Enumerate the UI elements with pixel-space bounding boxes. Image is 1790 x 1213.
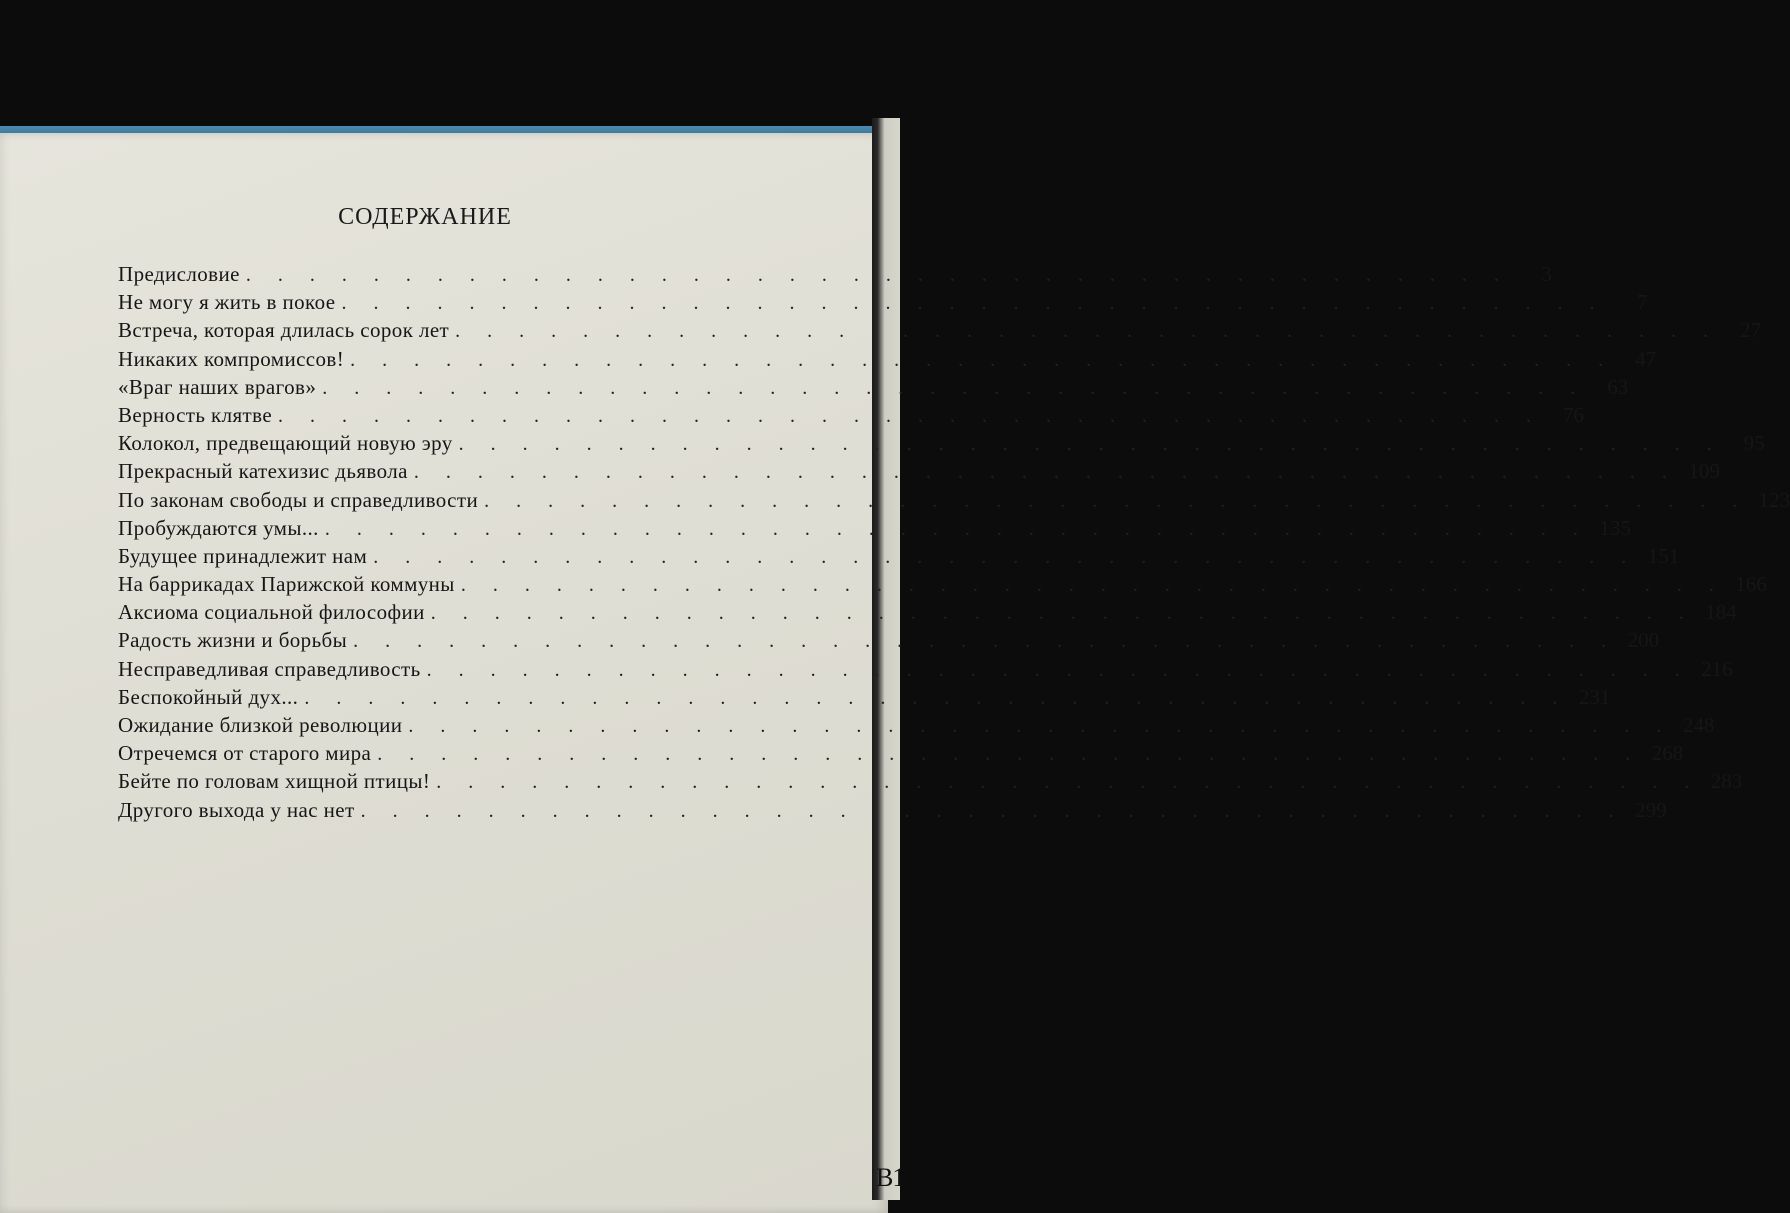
toc-entry-page: 216 (1701, 656, 1733, 681)
toc-entry-page: 268 (1651, 741, 1684, 766)
toc-entry (118, 741, 1684, 769)
leader-dots (350, 349, 1614, 372)
leader-dots (484, 490, 1748, 513)
toc-entry-page: 63 (1607, 374, 1629, 399)
toc-entry-title: Предисловие (118, 262, 240, 286)
toc-entry-title: Верность клятве (118, 402, 273, 427)
toc-entry-page: 299 (1635, 797, 1667, 822)
toc-entry-title: Ожидание близкой революции (118, 713, 403, 737)
toc-entry (118, 459, 1720, 487)
toc-entry (118, 713, 1715, 741)
toc-entry-page: 151 (1647, 543, 1680, 568)
leader-dots (461, 574, 1725, 597)
toc-entry-page: 7 (1636, 290, 1648, 315)
toc-entry-page: 3 (1541, 262, 1552, 286)
leader-dots (431, 602, 1695, 625)
toc-entry-title: Бейте по головам хищной птицы! (118, 769, 431, 794)
leader-dots (455, 320, 1719, 343)
toc-entry-title: Аксиома социальной философии (118, 600, 425, 625)
page-edge-mark: В1 (876, 1163, 905, 1192)
leader-dots (325, 518, 1589, 541)
toc-entry-page: 166 (1735, 572, 1767, 597)
toc-entry-page: 248 (1682, 713, 1715, 737)
toc-entry (118, 656, 1733, 685)
leader-dots (246, 264, 1510, 287)
toc-entry (118, 374, 1629, 403)
toc-entry (118, 515, 1631, 544)
toc-entry-title: По законам свободы и справедливости (118, 487, 479, 512)
leader-dots (436, 771, 1700, 794)
toc-entry-title: Не могу я жить в покое (118, 290, 336, 315)
toc-entry-page: 27 (1740, 318, 1762, 343)
toc-entry (118, 628, 1660, 656)
toc-entry (118, 262, 1552, 290)
toc-entry-title: Колокол, предвещающий новую эру (118, 431, 453, 456)
toc-entry-page: 47 (1635, 346, 1657, 371)
toc-entry-page: 200 (1627, 628, 1660, 653)
leader-dots (322, 377, 1586, 400)
toc-entry (118, 684, 1611, 713)
toc-entry-page: 123 (1758, 487, 1790, 512)
toc-entry (118, 431, 1765, 459)
toc-entry (118, 600, 1737, 628)
toc-entry (118, 402, 1585, 431)
toc-entry-title: Будущее принадлежит нам (118, 543, 368, 568)
toc-entry (118, 572, 1767, 600)
toc-entry-title: Другого выхода у нас нет (118, 797, 355, 822)
toc-entry-title: На баррикадах Парижской коммуны (118, 572, 455, 597)
toc-entry-title: Беспокойный дух... (118, 684, 299, 709)
toc-entry (118, 346, 1657, 375)
leader-dots (353, 630, 1617, 653)
toc-entry-page: 109 (1688, 459, 1720, 484)
toc-entry-title: Встреча, которая длилась сорок лет (118, 318, 450, 343)
toc-entry-title: Несправедливая справедливость (118, 656, 421, 681)
leader-dots (377, 743, 1641, 766)
toc-entry-title: Прекрасный катехизис дьявола (118, 459, 408, 484)
leader-dots (341, 292, 1605, 315)
leader-dots (427, 659, 1691, 682)
toc-entry-page: 184 (1705, 600, 1737, 625)
toc-entry (118, 487, 1790, 516)
table-of-contents (118, 262, 1790, 826)
toc-entry-title: Пробуждаются умы... (118, 515, 319, 540)
toc-entry (118, 543, 1680, 572)
toc-entry-title: Отречемся от старого мира (118, 741, 372, 766)
toc-entry (118, 769, 1743, 797)
toc-entry-page: 283 (1710, 769, 1743, 794)
leader-dots (408, 715, 1672, 738)
toc-entry-page: 135 (1599, 515, 1631, 540)
toc-entry-title: Никаких компромиссов! (118, 346, 345, 371)
leader-dots (361, 800, 1625, 823)
leader-dots (459, 433, 1723, 456)
toc-entry (118, 290, 1648, 318)
toc-entry-page: 231 (1578, 684, 1611, 709)
toc-entry (118, 797, 1667, 826)
contents-heading: СОДЕРЖАНИЕ (338, 204, 512, 230)
leader-dots (414, 461, 1678, 484)
toc-entry (118, 318, 1762, 346)
toc-entry-title: Радость жизни и борьбы (118, 628, 348, 653)
leader-dots (373, 546, 1637, 569)
leader-dots (304, 687, 1568, 710)
toc-entry-page: 76 (1563, 402, 1585, 427)
leader-dots (278, 405, 1542, 428)
toc-entry-page: 95 (1743, 431, 1765, 456)
toc-entry-title: «Враг наших врагов» (118, 374, 317, 399)
